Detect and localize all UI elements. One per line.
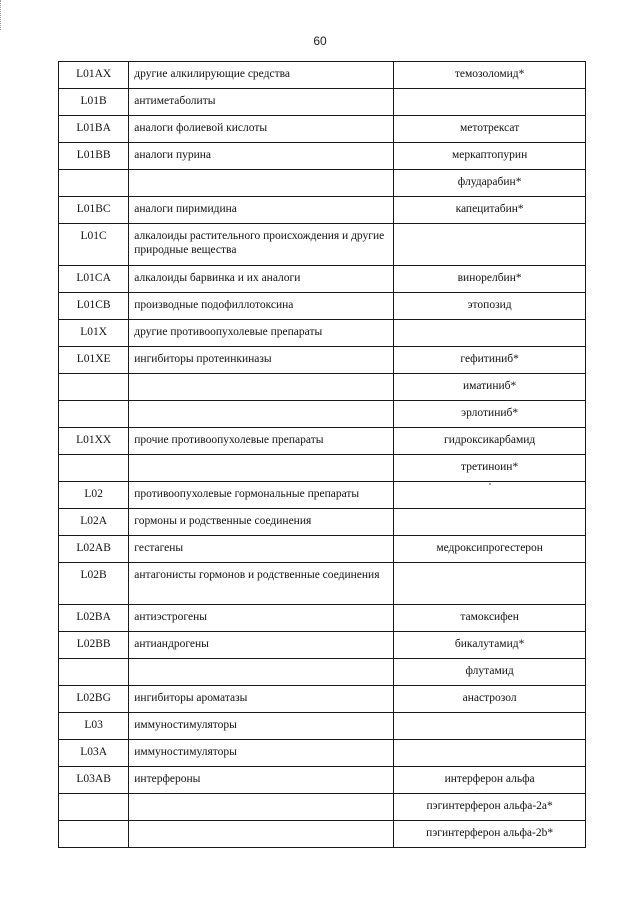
group-description-cell xyxy=(129,455,394,482)
atc-code-cell xyxy=(59,659,129,686)
drug-name-cell xyxy=(394,89,586,116)
table-row xyxy=(59,455,586,482)
table-row xyxy=(59,401,586,428)
scan-speck xyxy=(489,483,491,485)
group-description-cell: прочие противоопухолевые препараты xyxy=(129,428,394,455)
drug-name-cell xyxy=(394,740,586,767)
table-row xyxy=(59,794,586,821)
drug-name-cell xyxy=(394,563,586,605)
atc-code-cell: L01BB xyxy=(59,143,129,170)
drug-name-cell: темозоломид* xyxy=(394,62,586,89)
page-number: 60 xyxy=(313,34,327,48)
atc-code-cell: L01BC xyxy=(59,197,129,224)
drug-name-cell: гидроксикарбамид xyxy=(394,428,586,455)
table-row xyxy=(59,686,586,713)
drug-name-cell: анастрозол xyxy=(394,686,586,713)
table-row xyxy=(59,563,586,605)
atc-code-cell: L03AB xyxy=(59,767,129,794)
drug-name-cell: эрлотиниб* xyxy=(394,401,586,428)
group-description-cell: гормоны и родственные соединения xyxy=(129,509,394,536)
drug-name-cell: этопозид xyxy=(394,293,586,320)
table-row xyxy=(59,170,586,197)
table-row xyxy=(59,509,586,536)
drug-name-cell: пэгинтерферон альфа-2b* xyxy=(394,821,586,848)
group-description-cell: ингибиторы ароматазы xyxy=(129,686,394,713)
drug-name-cell: пэгинтерферон альфа-2а* xyxy=(394,794,586,821)
group-description-cell: аналоги пурина xyxy=(129,143,394,170)
table-body xyxy=(59,62,586,848)
group-description-cell: другие противоопухолевые препараты xyxy=(129,320,394,347)
atc-code-cell: L01CA xyxy=(59,266,129,293)
drug-name-cell: интерферон альфа xyxy=(394,767,586,794)
table-row xyxy=(59,320,586,347)
table-row xyxy=(59,347,586,374)
table-row xyxy=(59,116,586,143)
drug-name-cell: винорелбин* xyxy=(394,266,586,293)
atc-code-cell: L02B xyxy=(59,563,129,605)
group-description-cell: антиэстрогены xyxy=(129,605,394,632)
table-row xyxy=(59,821,586,848)
atc-code-cell: L02BA xyxy=(59,605,129,632)
table-row xyxy=(59,374,586,401)
atc-code-cell: L02 xyxy=(59,482,129,509)
atc-code-cell xyxy=(59,455,129,482)
group-description-cell: интерфероны xyxy=(129,767,394,794)
group-description-cell: иммуностимуляторы xyxy=(129,713,394,740)
drug-name-cell: иматиниб* xyxy=(394,374,586,401)
drug-name-cell: бикалутамид* xyxy=(394,632,586,659)
table-row xyxy=(59,605,586,632)
table-row xyxy=(59,632,586,659)
atc-code-cell xyxy=(59,401,129,428)
drug-name-cell xyxy=(394,482,586,509)
atc-code-cell: L01B xyxy=(59,89,129,116)
drug-name-cell: гефитиниб* xyxy=(394,347,586,374)
group-description-cell: антиандрогены xyxy=(129,632,394,659)
drug-name-cell xyxy=(394,713,586,740)
atc-code-cell: L01XE xyxy=(59,347,129,374)
table-row xyxy=(59,266,586,293)
drug-name-cell xyxy=(394,509,586,536)
group-description-cell: антиметаболиты xyxy=(129,89,394,116)
atc-code-cell xyxy=(59,170,129,197)
drug-name-cell: капецитабин* xyxy=(394,197,586,224)
atc-code-cell: L01BA xyxy=(59,116,129,143)
drug-name-cell: флутамид xyxy=(394,659,586,686)
drug-name-cell: тамоксифен xyxy=(394,605,586,632)
group-description-cell: антагонисты гормонов и родственные соединения xyxy=(129,563,394,605)
drug-name-cell: медроксипрогестерон xyxy=(394,536,586,563)
table-row xyxy=(59,428,586,455)
group-description-cell: алкалоиды барвинка и их аналоги xyxy=(129,266,394,293)
drug-name-cell xyxy=(394,224,586,266)
table-row xyxy=(59,713,586,740)
atc-code-cell: L01XX xyxy=(59,428,129,455)
group-description-cell: иммуностимуляторы xyxy=(129,740,394,767)
group-description-cell: другие алкилирующие средства xyxy=(129,62,394,89)
atc-code-cell xyxy=(59,821,129,848)
group-description-cell xyxy=(129,659,394,686)
atc-code-cell xyxy=(59,794,129,821)
group-description-cell: аналоги фолиевой кислоты xyxy=(129,116,394,143)
drug-name-cell: метотрексат xyxy=(394,116,586,143)
drug-name-cell: меркаптопурин xyxy=(394,143,586,170)
atc-code-cell: L01CB xyxy=(59,293,129,320)
table-row xyxy=(59,197,586,224)
atc-code-cell: L02AB xyxy=(59,536,129,563)
atc-code-cell: L03A xyxy=(59,740,129,767)
group-description-cell xyxy=(129,401,394,428)
table-row xyxy=(59,62,586,89)
atc-code-cell: L01AX xyxy=(59,62,129,89)
group-description-cell: производные подофиллотоксина xyxy=(129,293,394,320)
group-description-cell: противоопухолевые гормональные препараты xyxy=(129,482,394,509)
group-description-cell xyxy=(129,794,394,821)
drug-classification-table xyxy=(58,61,586,848)
drug-name-cell xyxy=(394,320,586,347)
group-description-cell xyxy=(129,374,394,401)
table-row xyxy=(59,536,586,563)
atc-code-cell: L01X xyxy=(59,320,129,347)
group-description-cell: аналоги пиримидина xyxy=(129,197,394,224)
atc-code-cell: L01C xyxy=(59,224,129,266)
table-row xyxy=(59,293,586,320)
drug-name-cell: третиноин* xyxy=(394,455,586,482)
table-row xyxy=(59,482,586,509)
scan-margin-mark xyxy=(0,0,3,30)
table-row xyxy=(59,740,586,767)
table-row xyxy=(59,89,586,116)
group-description-cell: алкалоиды растительного происхождения и другие природные вещества xyxy=(129,224,394,266)
atc-code-cell: L02BB xyxy=(59,632,129,659)
atc-code-cell: L02A xyxy=(59,509,129,536)
atc-code-cell: L02BG xyxy=(59,686,129,713)
table-row xyxy=(59,767,586,794)
group-description-cell xyxy=(129,170,394,197)
drug-name-cell: флударабин* xyxy=(394,170,586,197)
group-description-cell: гестагены xyxy=(129,536,394,563)
atc-code-cell: L03 xyxy=(59,713,129,740)
table-row xyxy=(59,143,586,170)
group-description-cell xyxy=(129,821,394,848)
atc-code-cell xyxy=(59,374,129,401)
table-row xyxy=(59,224,586,266)
table-row xyxy=(59,659,586,686)
group-description-cell: ингибиторы протеинкиназы xyxy=(129,347,394,374)
